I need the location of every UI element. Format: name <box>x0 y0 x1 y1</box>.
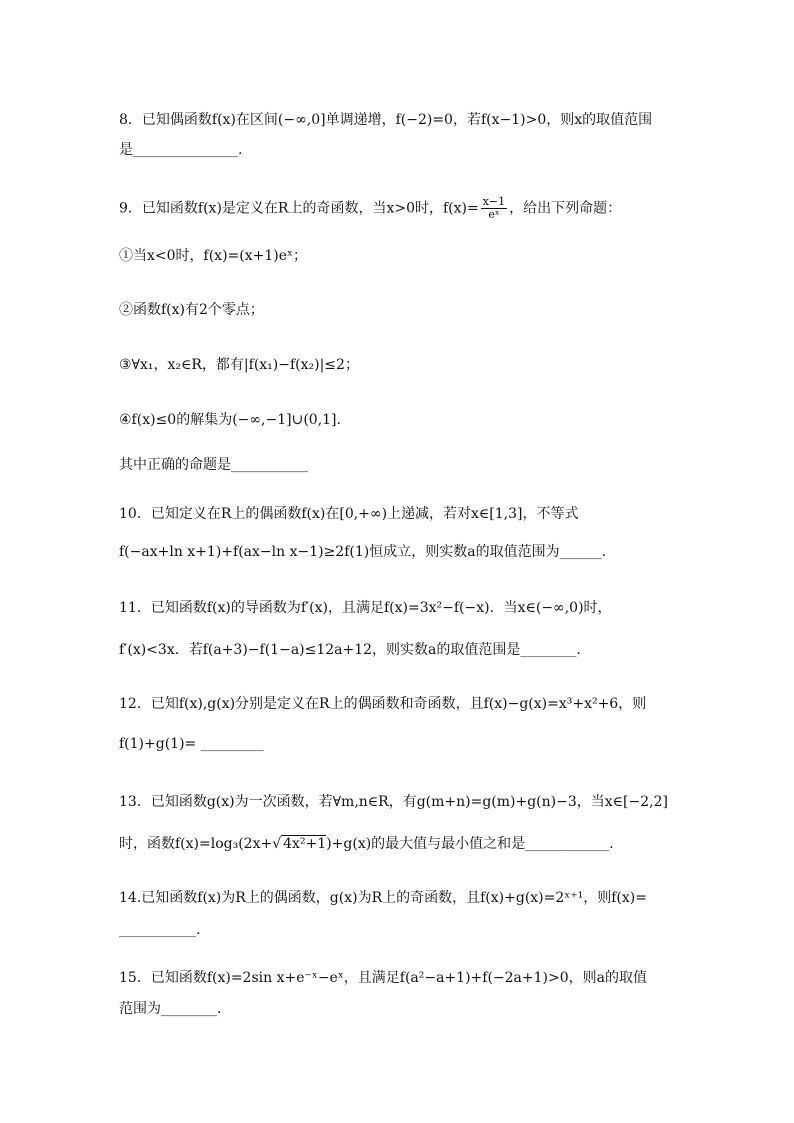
problem-12-line-2: f(1)+g(1)= _________ <box>119 736 264 752</box>
problem-9-answer-line: 其中正确的命题是___________ <box>119 457 308 473</box>
problem-11-line-1: 11．已知函数f(x)的导函数为f′(x)，且满足f(x)=3x²−f(−x)．当x∈(−∞,0)时， <box>119 600 612 616</box>
problem-9-option-1: ①当x<0时，f(x)=(x+1)eˣ； <box>119 248 307 264</box>
problem-9-option-4: ④f(x)≤0的解集为(−∞,−1]∪(0,1]. <box>119 412 341 428</box>
problem-10-line-2: f(−ax+ln x+1)+f(ax−ln x−1)≥2f(1)恒成立，则实数a的取值范围为______. <box>119 544 607 560</box>
fraction-denominator: eˣ <box>488 208 500 221</box>
problem-9-fraction <box>481 196 507 221</box>
problem-14-line-1: 14.已知函数f(x)为R上的偶函数，g(x)为R上的奇函数，且f(x)+g(x)=2ˣ⁺¹，则f(x)= <box>119 890 647 906</box>
sqrt-radicand: 4x²+1 <box>283 836 327 852</box>
problem-13-function-end: )+g(x)的最大值与最小值之和是____________. <box>326 836 614 852</box>
problem-8-line-2: 是_______________. <box>119 142 243 158</box>
problem-9-stem-end: ，给出下列命题： <box>509 200 622 217</box>
problem-11-line-2: f′(x)<3x．若f(a+3)−f(1−a)≤12a+12，则实数a的取值范围是________. <box>119 642 581 658</box>
problem-9-option-3: ③∀x₁，x₂∈R，都有|f(x₁)−f(x₂)|≤2； <box>119 357 359 373</box>
problem-10-line-1: 10．已知定义在R上的偶函数f(x)在[0,+∞)上递减，若对x∈[1,3]，不等式 <box>119 506 579 522</box>
problem-15-line-2: 范围为________. <box>119 1001 222 1017</box>
problem-13-function-start: 时，函数f(x)=log₃(2x+ <box>119 836 273 852</box>
problem-12-line-1: 12．已知f(x),g(x)分别是定义在R上的偶函数和奇函数，且f(x)−g(x)=x³+x²+6，则 <box>119 696 647 712</box>
fraction-numerator: x−1 <box>482 195 506 208</box>
problem-9-line-1 <box>119 196 621 221</box>
problem-15-line-1: 15．已知函数f(x)=2sin x+e⁻ˣ−eˣ，且满足f(a²−a+1)+f(−2a+1)>0，则a的取值 <box>119 970 647 986</box>
problem-8-line-1: 8．已知偶函数f(x)在区间(−∞,0]单调递增，f(−2)=0，若f(x−1)>0，则x的取值范围 <box>119 112 653 128</box>
problem-9-stem: 9．已知函数f(x)是定义在R上的奇函数，当x>0时，f(x)= <box>119 200 479 217</box>
problem-14-line-2: ___________. <box>119 922 201 938</box>
sqrt-sign: √ <box>272 836 282 852</box>
problem-13-line-1: 13．已知函数g(x)为一次函数，若∀m,n∈R，有g(m+n)=g(m)+g(n)−3，当x∈[−2,2] <box>119 794 668 810</box>
problem-9-option-2: ②函数f(x)有2个零点； <box>119 302 264 318</box>
problem-13-line-2 <box>119 834 614 854</box>
